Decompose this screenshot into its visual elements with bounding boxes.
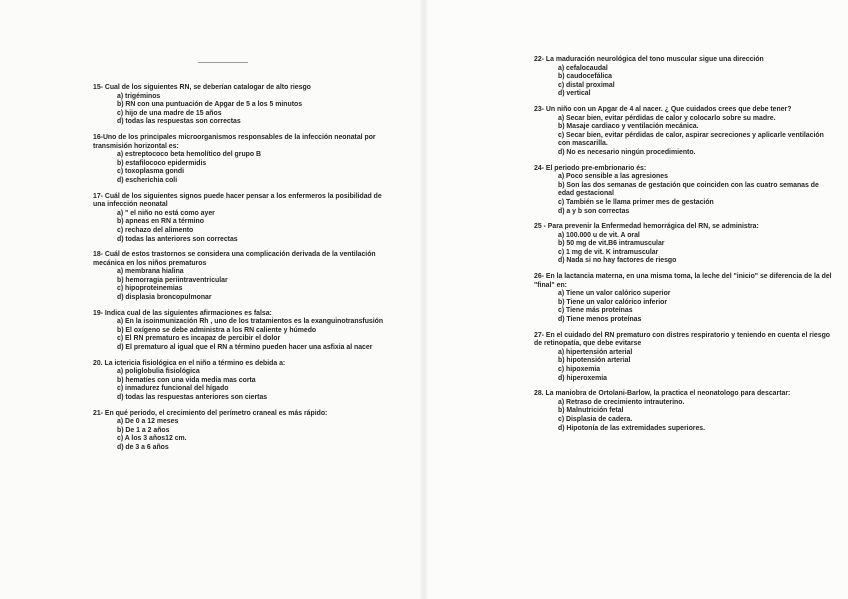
answer-options: [534, 65, 834, 99]
answer-option: b) estafilococo epidermidis: [117, 159, 207, 167]
answer-option: a) estreptococo beta hemolítico del grupo B: [117, 151, 261, 159]
answer-option: a) trigéminos: [117, 92, 161, 100]
answer-option: c) A los 3 años12 cm.: [117, 435, 187, 443]
answer-option: b) caudocefálica: [558, 73, 612, 81]
question-block: [93, 310, 393, 353]
question-block: [534, 390, 834, 433]
question-text: 18- Cuál de estos trastornos se considera una complicación derivada de la ventilación mecánica en los niños prematuros: [93, 251, 376, 267]
answer-option: d) Tiene menos proteínas: [558, 316, 642, 324]
question-block: [93, 410, 393, 453]
answer-options: [534, 290, 834, 324]
answer-option: a) De 0 a 12 meses: [117, 418, 179, 426]
answer-options: [93, 268, 393, 302]
answer-option: a) En la isoinmunización Rh , uno de los tratamientos es la exanguinotransfusión: [117, 318, 384, 326]
answer-option: c) 1 mg de vit. K intramuscular: [558, 248, 659, 256]
header-rule: [198, 62, 248, 63]
left-question-column: [93, 84, 393, 460]
answer-option: c) Secar bien, evitar pérdidas de calor, aspirar secreciones y aplicarle ventilación con mascarilla.: [558, 131, 824, 148]
answer-option: d) de 3 a 6 años: [117, 443, 169, 451]
answer-option: b) El oxígeno se debe administra a los RN caliente y húmedo: [117, 326, 317, 334]
answer-option: b) hemorragia periintraventricular: [117, 276, 228, 284]
answer-option: d) hiperoxemia: [558, 374, 608, 382]
answer-option: c) hipoproteinemias: [117, 285, 183, 293]
answer-option: b) hematíes con una vida media mas corta: [117, 376, 256, 384]
answer-option: b) Masaje cardiaco y ventilación mecánica.: [558, 123, 699, 131]
answer-option: c) El RN prematuro es incapaz de percibir el dolor: [117, 335, 281, 343]
question-text: 16-Uno de los principales microorganismos responsables de la infección neonatal por transmisión horizontal es:: [93, 133, 376, 150]
question-block: [534, 223, 834, 266]
answer-options: [534, 349, 834, 383]
answer-option: d) Hipotonía de las extremidades superiores.: [558, 424, 706, 432]
answer-option: c) hijo de una madre de 15 años: [117, 109, 222, 117]
answer-option: c) rechazo del alimento: [117, 226, 194, 234]
answer-option: d) todas las respuestas anteriores son ciertas: [117, 394, 268, 401]
question-text: 27- En el cuidado del RN prematuro con distres respiratorio y teniendo en cuenta el riesgo de retinopatía, que debe evitarse: [534, 331, 830, 348]
answer-option: d) displasia broncopulmonar: [117, 294, 212, 302]
answer-options: [534, 173, 834, 216]
answer-option: b) De 1 a 2 años: [117, 426, 170, 434]
answer-option: d) escherichia coli: [117, 176, 178, 184]
question-text: 23- Un niño con un Apgar de 4 al nacer. ¿ Que cuidados crees que debe tener?: [534, 105, 792, 113]
answer-options: [534, 399, 834, 433]
answer-option: a) poliglobulia fisiológica: [117, 368, 200, 376]
answer-option: b) apneas en RN a término: [117, 218, 204, 226]
answer-option: a) Secar bien, evitar pérdidas de calor y colocarlo sobre su madre.: [558, 114, 776, 122]
answer-option: b) Son las dos semanas de gestación que coinciden con las cuatro semanas de edad gestacional: [558, 181, 819, 198]
answer-options: [534, 115, 834, 158]
question-text: 26- En la lactancia materna, en una misma toma, la leche del "inicio" se diferencia de la del "final" en:: [534, 273, 832, 289]
question-block: [93, 360, 393, 403]
answer-option: d) todas las anteriores son correctas: [117, 235, 238, 243]
answer-option: d) El prematuro al igual que el RN a término pueden hacer una asfixia al nacer: [117, 344, 373, 352]
question-text: 21- En qué periodo, el crecimiento del perímetro craneal es más rápido:: [93, 409, 328, 417]
answer-option: a) membrana hialina: [117, 268, 184, 276]
answer-option: c) hipoxemia: [558, 366, 601, 373]
question-block: [93, 134, 393, 186]
answer-option: d) vertical: [558, 90, 591, 98]
answer-option: a) hipertensión arterial: [558, 348, 633, 356]
question-block: [534, 56, 834, 99]
answer-option: a) Retraso de crecimiento intrauterino.: [558, 398, 685, 406]
answer-option: c) Tiene más proteínas: [558, 307, 633, 315]
answer-option: b) RN con una puntuación de Apgar de 5 a los 5 minutos: [117, 101, 303, 109]
question-text: 17- Cuál de los siguientes signos puede hacer pensar a los enfermeros la posibilidad de una infección neonatal: [93, 192, 382, 209]
answer-option: b) 50 mg de vit.B6 intramuscular: [558, 240, 665, 248]
question-text: 28. La maniobra de Ortolani-Barlow, la practica el neonatologo para descartar:: [534, 390, 791, 398]
answer-option: a) cefalocaudal: [558, 64, 608, 72]
answer-options: [93, 210, 393, 244]
answer-option: c) También se le llama primer mes de gestación: [558, 198, 714, 206]
answer-option: c) distal proximal: [558, 81, 615, 89]
question-text: 20. La ictericia fisiológica en el niño a término es debida a:: [93, 359, 286, 367]
answer-option: a) " el niño no está como ayer: [117, 209, 215, 217]
question-block: [534, 332, 834, 384]
question-block: [534, 106, 834, 158]
answer-option: d) todas las respuestas son correctas: [117, 118, 241, 126]
answer-option: c) Displasia de cadera.: [558, 415, 633, 423]
page-gutter: [420, 0, 428, 599]
answer-option: c) toxoplasma gondi: [117, 168, 184, 176]
question-block: [93, 84, 393, 127]
question-block: [534, 273, 834, 325]
answer-options: [93, 368, 393, 402]
answer-options: [534, 232, 834, 266]
answer-option: d) a y b son correctas: [558, 207, 630, 215]
question-text: 24- El periodo pre-embrionario és:: [534, 164, 647, 172]
question-block: [93, 251, 393, 303]
answer-option: d) No es necesario ningún procedimiento.: [558, 148, 696, 156]
answer-options: [93, 418, 393, 452]
answer-option: b) hipotensión arterial: [558, 357, 631, 365]
answer-options: [93, 318, 393, 352]
question-text: 15- Cual de los siguientes RN, se deberían catalogar de alto riesgo: [93, 84, 311, 91]
question-block: [93, 193, 393, 245]
question-text: 19- Indica cual de las siguientes afirmaciones es falsa:: [93, 309, 272, 317]
answer-option: a) Poco sensible a las agresiones: [558, 173, 668, 181]
answer-option: a) 100.000 u de vit. A oral: [558, 231, 640, 239]
answer-option: b) Malnutrición fetal: [558, 407, 624, 415]
question-text: 25 - Para prevenir la Enfermedad hemorrágica del RN, se administra:: [534, 223, 759, 231]
question-block: [534, 165, 834, 217]
answer-options: [93, 151, 393, 185]
answer-option: c) inmadurez funcional del hígado: [117, 385, 229, 393]
answer-options: [93, 93, 393, 127]
answer-option: b) Tiene un valor calórico inferior: [558, 298, 667, 306]
answer-option: a) Tiene un valor calórico superior: [558, 290, 671, 298]
question-text: 22- La maduración neurológica del tono muscular sigue una dirección: [534, 56, 764, 63]
answer-option: d) Nada si no hay factores de riesgo: [558, 257, 677, 265]
right-question-column: [534, 56, 834, 440]
